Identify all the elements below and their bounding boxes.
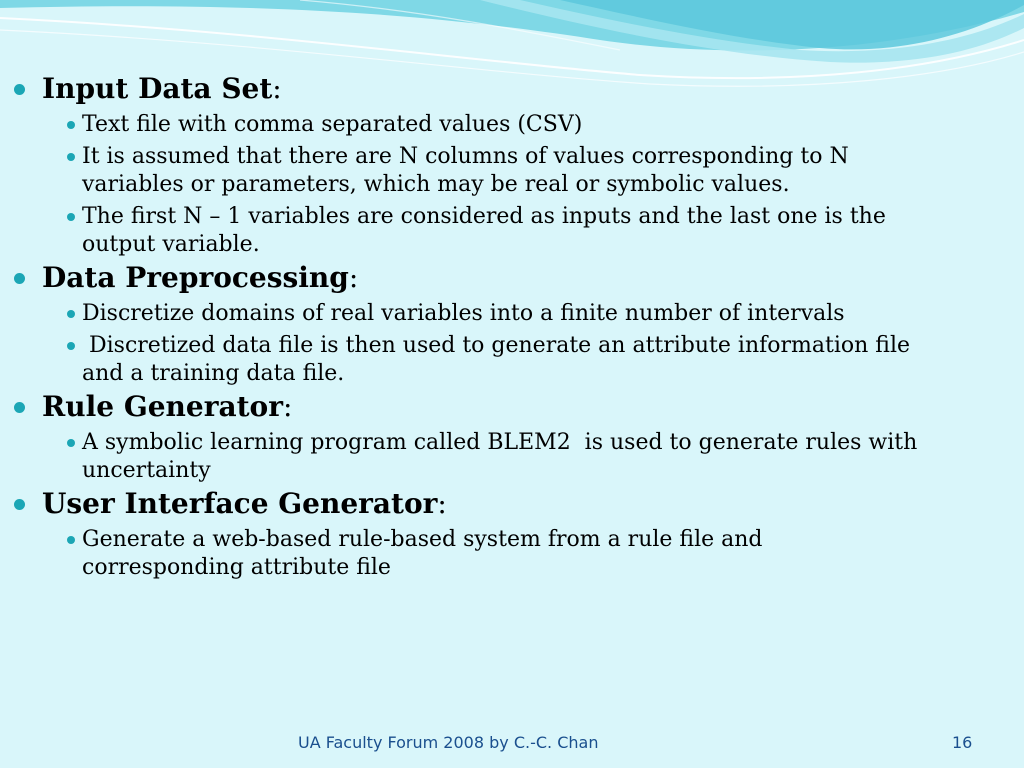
list-item [14,429,925,485]
section-items [14,429,994,485]
footer-text: UA Faculty Forum 2008 by C.-C. Chan [298,733,599,752]
bullet-icon [67,153,75,161]
list-item-text: A symbolic learning program called BLEM2 is used to generate rules with uncertainty [82,430,925,483]
list-item-text: Text file with comma separated values (CSV) [82,112,583,137]
section-data-preprocessing [14,260,994,296]
bullet-icon [14,84,25,95]
bullet-icon [67,310,75,318]
section-input-data-set [14,71,994,107]
section-title-suffix: : [282,390,293,423]
section-items [14,111,994,259]
list-item-text: Discretized data file is then used to generate an attribute information file and a training data file. [82,333,918,386]
list-item [14,111,922,139]
section-items [14,300,994,388]
list-item-text: The first N – 1 variables are considered as inputs and the last one is the output variable. [82,204,886,257]
list-item [14,332,922,388]
list-item-text: Generate a web-based rule-based system from a rule file and corresponding attribute file [82,527,763,580]
slide-content [14,70,994,582]
bullet-icon [67,536,75,544]
section-items [14,526,994,582]
list-item [14,203,922,259]
section-title: Data Preprocessing [42,261,349,294]
bullet-icon [67,439,75,447]
list-item-text: It is assumed that there are N columns of values corresponding to N variables or parameters, which may be real or symbolic values. [82,144,849,197]
section-title: Rule Generator [42,390,283,423]
section-title-suffix: : [437,487,447,520]
section-user-interface-generator [14,486,994,522]
section-title-suffix: : [272,72,282,105]
page-number: 16 [952,733,973,752]
list-item [14,143,922,199]
section-rule-generator [14,389,994,425]
bullet-icon [14,273,25,284]
bullet-icon [67,342,75,350]
bullet-icon [67,121,75,129]
bullet-icon [14,499,25,510]
bullet-icon [67,213,75,221]
section-title: User Interface Generator [42,487,438,520]
list-item-text: Discretize domains of real variables into a finite number of intervals [82,301,845,326]
section-title: Input Data Set [42,72,273,105]
bullet-icon [14,402,25,413]
list-item [14,526,922,582]
section-title-suffix: : [348,261,359,294]
list-item [14,300,922,328]
